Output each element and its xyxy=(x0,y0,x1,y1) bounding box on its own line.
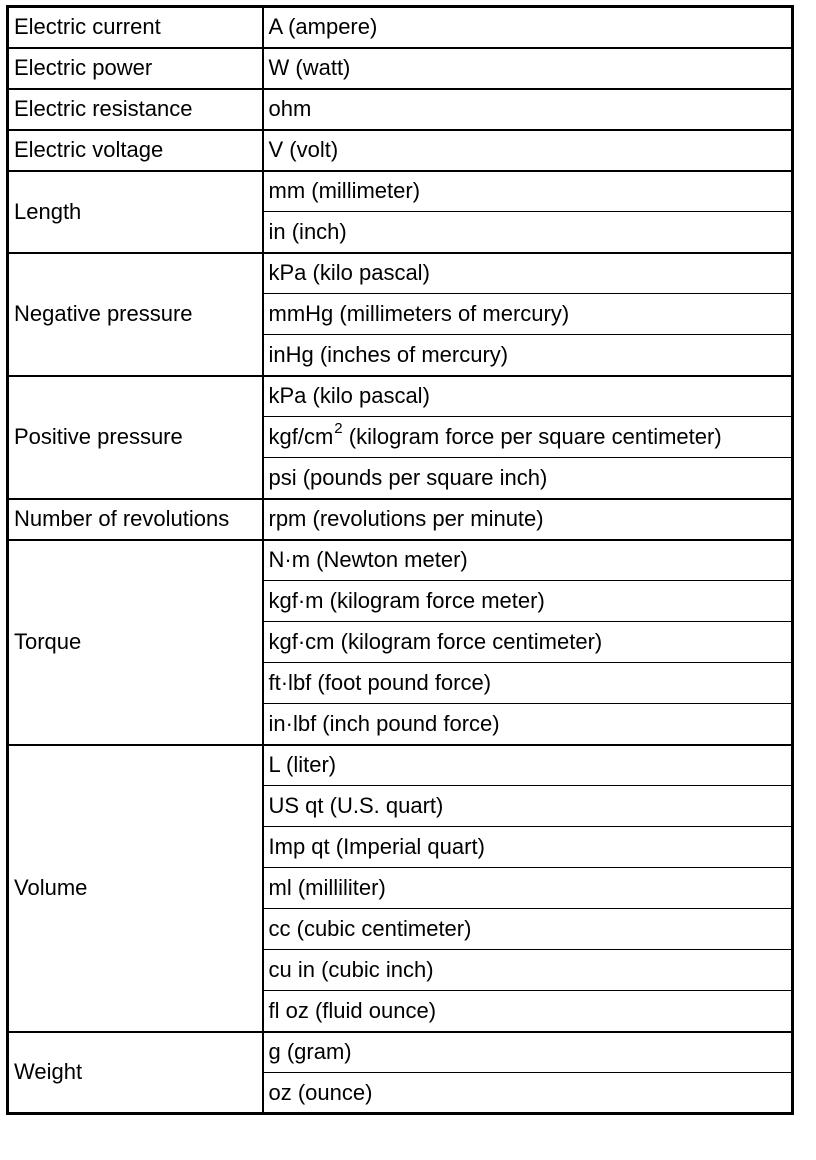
unit-cell xyxy=(263,294,793,335)
unit-text: US qt (U.S. quart) xyxy=(268,793,444,818)
unit-text: cu in (cubic inch) xyxy=(268,957,434,982)
unit-cell xyxy=(263,909,793,950)
table-row xyxy=(8,171,793,212)
unit-cell xyxy=(263,1073,793,1114)
table-row xyxy=(8,1032,793,1073)
quantity-cell: Electric power xyxy=(8,48,263,89)
unit-text: ft·lbf (foot pound force) xyxy=(268,670,492,695)
table-row xyxy=(8,499,793,540)
table-row xyxy=(8,89,793,130)
table-row xyxy=(8,48,793,89)
unit-cell xyxy=(263,417,793,458)
unit-text: W (watt) xyxy=(268,55,351,80)
unit-cell xyxy=(263,499,793,540)
unit-cell xyxy=(263,704,793,745)
unit-cell xyxy=(263,335,793,376)
unit-text: ohm xyxy=(268,96,312,121)
table-row xyxy=(8,7,793,48)
unit-text: in (inch) xyxy=(268,218,347,244)
unit-superscript: 2 xyxy=(334,419,343,437)
unit-text: cc (cubic centimeter) xyxy=(268,916,472,941)
quantity-cell: Weight xyxy=(8,1032,263,1114)
unit-text: psi (pounds per square inch) xyxy=(268,464,548,490)
table-row xyxy=(8,253,793,294)
unit-cell xyxy=(263,786,793,827)
unit-cell xyxy=(263,458,793,499)
unit-cell xyxy=(263,48,793,89)
unit-cell xyxy=(263,130,793,171)
unit-cell xyxy=(263,991,793,1032)
unit-text: kgf·m (kilogram force meter) xyxy=(268,588,545,613)
quantity-cell: Positive pressure xyxy=(8,376,263,499)
unit-text: kPa (kilo pascal) xyxy=(268,383,430,409)
unit-text: oz (ounce) xyxy=(268,1079,373,1105)
quantity-cell: Electric voltage xyxy=(8,130,263,171)
unit-cell xyxy=(263,89,793,130)
unit-text: kgf/cm xyxy=(268,424,334,449)
unit-text: mmHg (millimeters of mercury) xyxy=(268,301,570,326)
quantity-cell: Length xyxy=(8,171,263,253)
unit-text: kgf·cm (kilogram force centimeter) xyxy=(268,629,603,654)
unit-cell xyxy=(263,950,793,991)
unit-text: L (liter) xyxy=(268,752,337,778)
unit-text: mm (millimeter) xyxy=(268,178,421,204)
unit-text: in·lbf (inch pound force) xyxy=(268,710,500,736)
unit-cell xyxy=(263,868,793,909)
unit-text: A (ampere) xyxy=(268,14,378,40)
unit-cell xyxy=(263,540,793,581)
unit-cell xyxy=(263,171,793,212)
unit-text: N·m (Newton meter) xyxy=(268,547,468,573)
unit-cell xyxy=(263,7,793,48)
unit-cell xyxy=(263,376,793,417)
unit-cell xyxy=(263,253,793,294)
unit-text: Imp qt (Imperial quart) xyxy=(268,834,485,859)
unit-cell xyxy=(263,745,793,786)
table-row xyxy=(8,376,793,417)
table-row xyxy=(8,540,793,581)
quantity-cell: Torque xyxy=(8,540,263,745)
unit-text: rpm (revolutions per minute) xyxy=(268,506,544,531)
table-row xyxy=(8,745,793,786)
quantity-cell: Electric current xyxy=(8,7,263,48)
quantity-cell: Electric resistance xyxy=(8,89,263,130)
quantity-cell: Volume xyxy=(8,745,263,1032)
unit-text: V (volt) xyxy=(268,137,339,162)
unit-text: ml (milliliter) xyxy=(268,875,386,900)
units-table xyxy=(6,5,794,1115)
quantity-cell: Number of revolutions xyxy=(8,499,263,540)
unit-cell xyxy=(263,581,793,622)
table-row xyxy=(8,130,793,171)
unit-text: kPa (kilo pascal) xyxy=(268,260,430,286)
unit-text-rest: (kilogram force per square centimeter) xyxy=(342,424,722,449)
unit-text: inHg (inches of mercury) xyxy=(268,341,509,367)
units-table-body xyxy=(8,7,793,1114)
unit-cell xyxy=(263,663,793,704)
unit-text: fl oz (fluid ounce) xyxy=(268,997,437,1023)
quantity-cell: Negative pressure xyxy=(8,253,263,376)
unit-cell xyxy=(263,827,793,868)
unit-cell xyxy=(263,622,793,663)
unit-text: g (gram) xyxy=(268,1039,352,1065)
unit-cell xyxy=(263,1032,793,1073)
unit-cell xyxy=(263,212,793,253)
